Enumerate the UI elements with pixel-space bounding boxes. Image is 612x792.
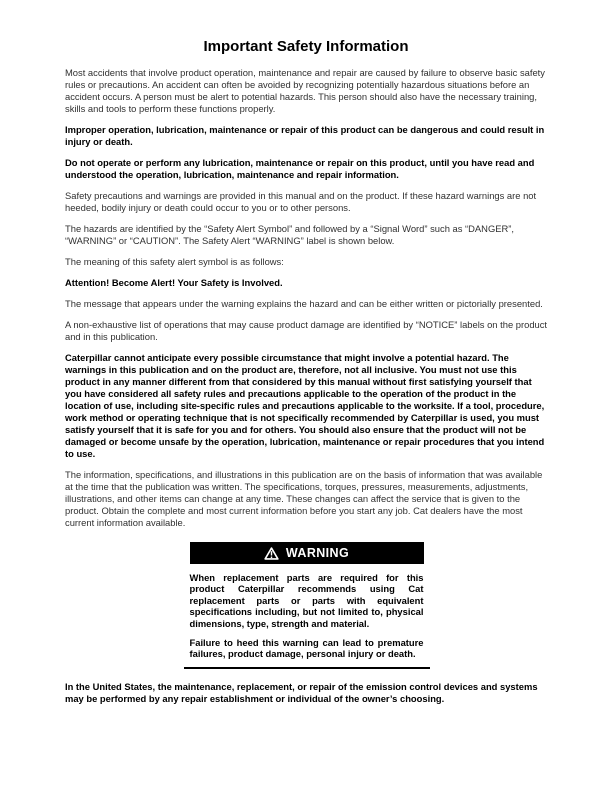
page-title: Important Safety Information [203, 38, 409, 55]
warning-header [190, 542, 424, 564]
body-paragraph: The information, specifications, and illustrations in this publication are on the basis of information that was available at the time that the publication was written. The specifications, torques, pressures, measurements, adjustments, illustrations, and other items can change at any time. These changes can affect the service that is given to the product. Obtain the complete and most current information before you start any job. Cat dealers have the most current information available. [65, 469, 543, 528]
body-paragraph: A non-exhaustive list of operations that may cause product damage are identified by “NOTICE” labels on the product and in this publication. [65, 319, 548, 342]
body-paragraph: The meaning of this safety alert symbol is as follows: [65, 256, 284, 267]
warning-signal-word: WARNING [285, 546, 350, 560]
body-paragraph: The hazards are identified by the “Safety Alert Symbol” and followed by a “Signal Word” such as “DANGER”, “WARNING” or “CAUTION”. The Safety Alert “WARNING” label is shown below. [65, 223, 514, 246]
closing-paragraph: In the United States, the maintenance, replacement, or repair of the emission control devices and systems may be performed by any repair establishment or individual of the owner’s choosing. [65, 680, 538, 704]
body-paragraph: Do not operate or perform any lubrication, maintenance or repair on this product, until you have read and understood the operation, lubrication, maintenance and repair information. [65, 157, 535, 180]
body-paragraph: Caterpillar cannot anticipate every possible circumstance that might involve a potential hazard. The warnings in this publication and on the product are, therefore, not all inclusive. You must not use this product in any manner different from that considered by this manual without first satisfying yourself that you have considered all safety rules and precautions applicable to the operation of the product in the location of use, including site-specific rules and precautions applicable to the worksite. If a tool, procedure, work method or operating technique that is not specifically recommended by Caterpillar is used, you must satisfy yourself that it is safe for you and for others. You should also ensure that the product will not be damaged or become unsafe by the operation, lubrication, maintenance or repair procedures that you intend to use. [65, 352, 545, 459]
body-paragraph: Attention! Become Alert! Your Safety is Involved. [65, 277, 283, 288]
warning-body [190, 572, 424, 660]
page-content [65, 67, 548, 705]
body-paragraph: Improper operation, lubrication, maintenance or repair of this product can be dangerous and could result in injury or death. [65, 124, 545, 147]
body-paragraph: Most accidents that involve product operation, maintenance and repair are caused by failure to observe basic safety rules or precautions. An accident can often be avoided by recognizing potentially hazardous situations before an accident occurs. A person must be alert to potential hazards. This person should also have the necessary training, skills and tools to perform these functions properly. [65, 67, 545, 114]
body-paragraph: Safety precautions and warnings are provided in this manual and on the product. If these hazard warnings are not heeded, bodily injury or death could occur to you or to other persons. [65, 190, 537, 213]
warning-paragraph: When replacement parts are required for this product Caterpillar recommends using Cat replacement parts or parts with equivalent specifications including, but not limited to, physical dimensions, type, strength and material. [189, 572, 424, 629]
warning-box [190, 542, 424, 669]
warning-paragraph: Failure to heed this warning can lead to premature failures, product damage, personal injury or death. [189, 637, 424, 660]
warning-box-bottom-rule [184, 667, 430, 669]
safety-alert-triangle-icon [264, 547, 279, 560]
body-paragraph: The message that appears under the warning explains the hazard and can be either written or pictorially presented. [65, 298, 543, 309]
